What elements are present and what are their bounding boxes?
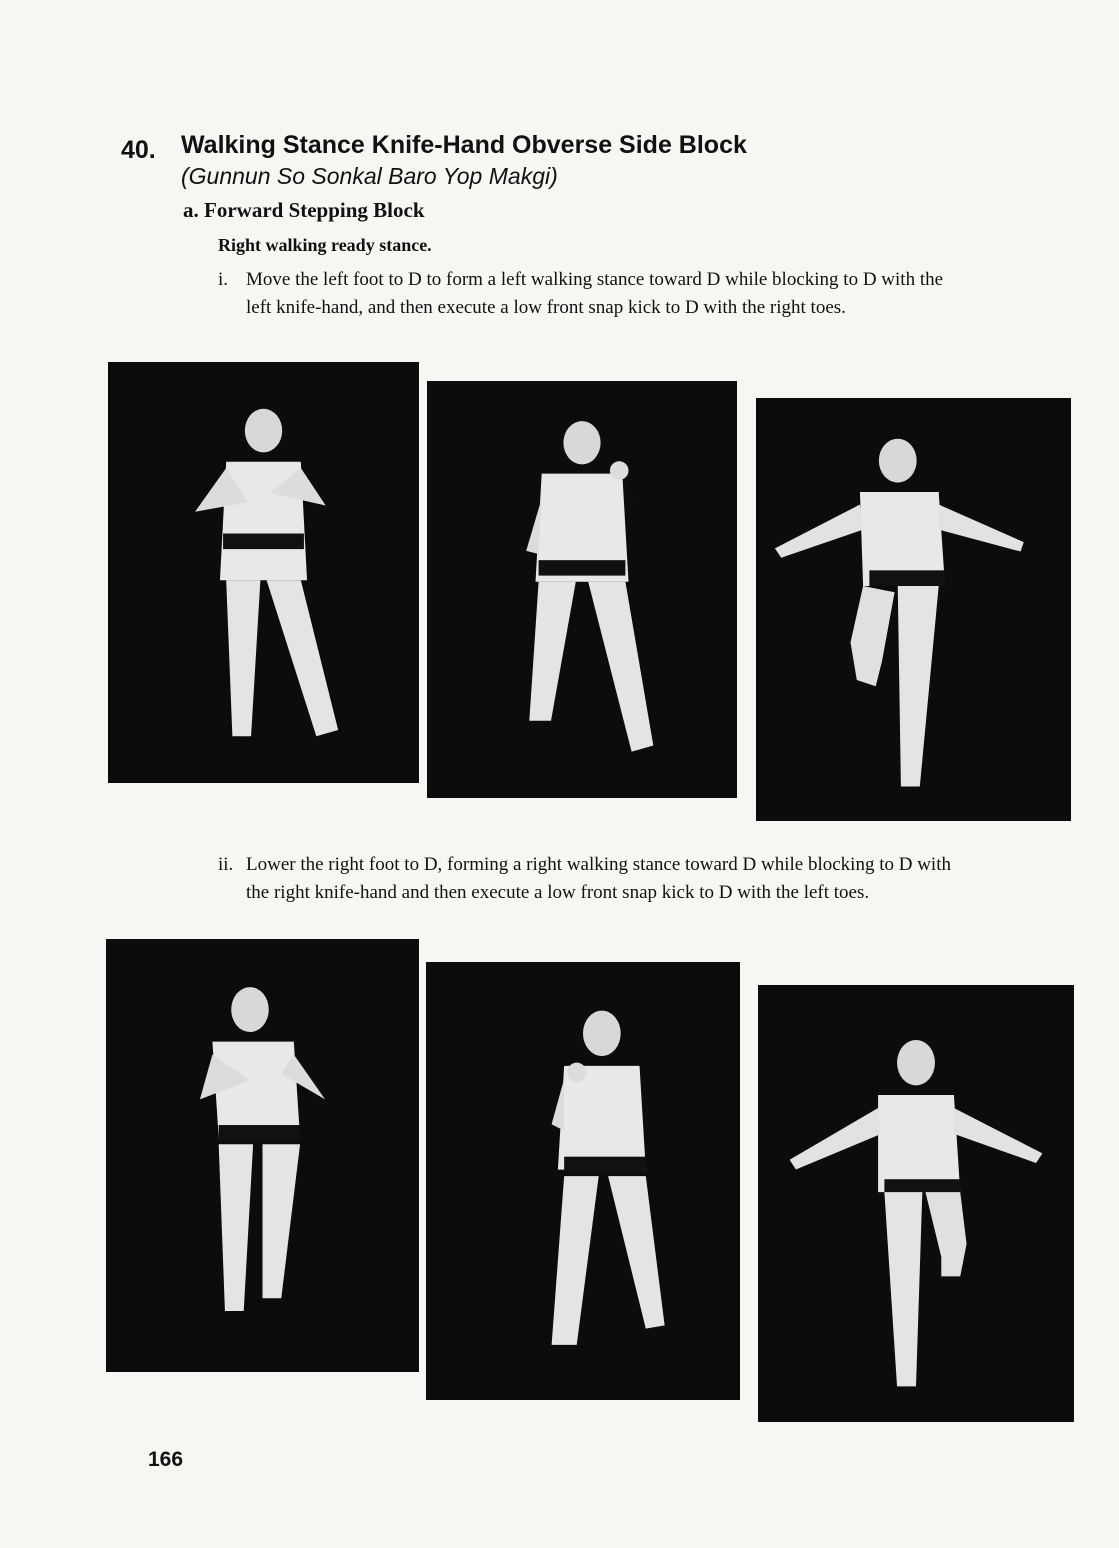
step-i-text: Move the left foot to D to form a left walking stance toward D while blocking to D with the left knife-hand, and then execute a low front snap kick to D with the right toes. bbox=[246, 269, 944, 318]
step-i-number: i. bbox=[218, 269, 229, 290]
photo-step-ii-1 bbox=[106, 939, 419, 1372]
photo-step-i-1 bbox=[108, 362, 419, 783]
photo-step-ii-3 bbox=[758, 985, 1074, 1422]
step-ii-text: Lower the right foot to D, forming a right walking stance toward D while blocking to D with the right knife-hand and then execute a low front snap kick to D with the left toes. bbox=[246, 854, 951, 903]
exercise-number: 40. bbox=[121, 136, 156, 164]
photo-step-i-2 bbox=[427, 381, 737, 798]
photo-step-i-3 bbox=[756, 398, 1071, 821]
step-ii-number: ii. bbox=[218, 854, 234, 875]
exercise-korean-name: (Gunnun So Sonkal Baro Yop Makgi) bbox=[181, 163, 558, 189]
step-i bbox=[218, 266, 958, 356]
exercise-title: Walking Stance Knife-Hand Obverse Side Block bbox=[181, 131, 747, 159]
photo-step-ii-2 bbox=[426, 962, 740, 1400]
step-ii bbox=[218, 851, 958, 941]
page-number: 166 bbox=[148, 1448, 184, 1471]
section-heading: a. Forward Stepping Block bbox=[183, 198, 425, 222]
ready-stance: Right walking ready stance. bbox=[218, 235, 432, 255]
